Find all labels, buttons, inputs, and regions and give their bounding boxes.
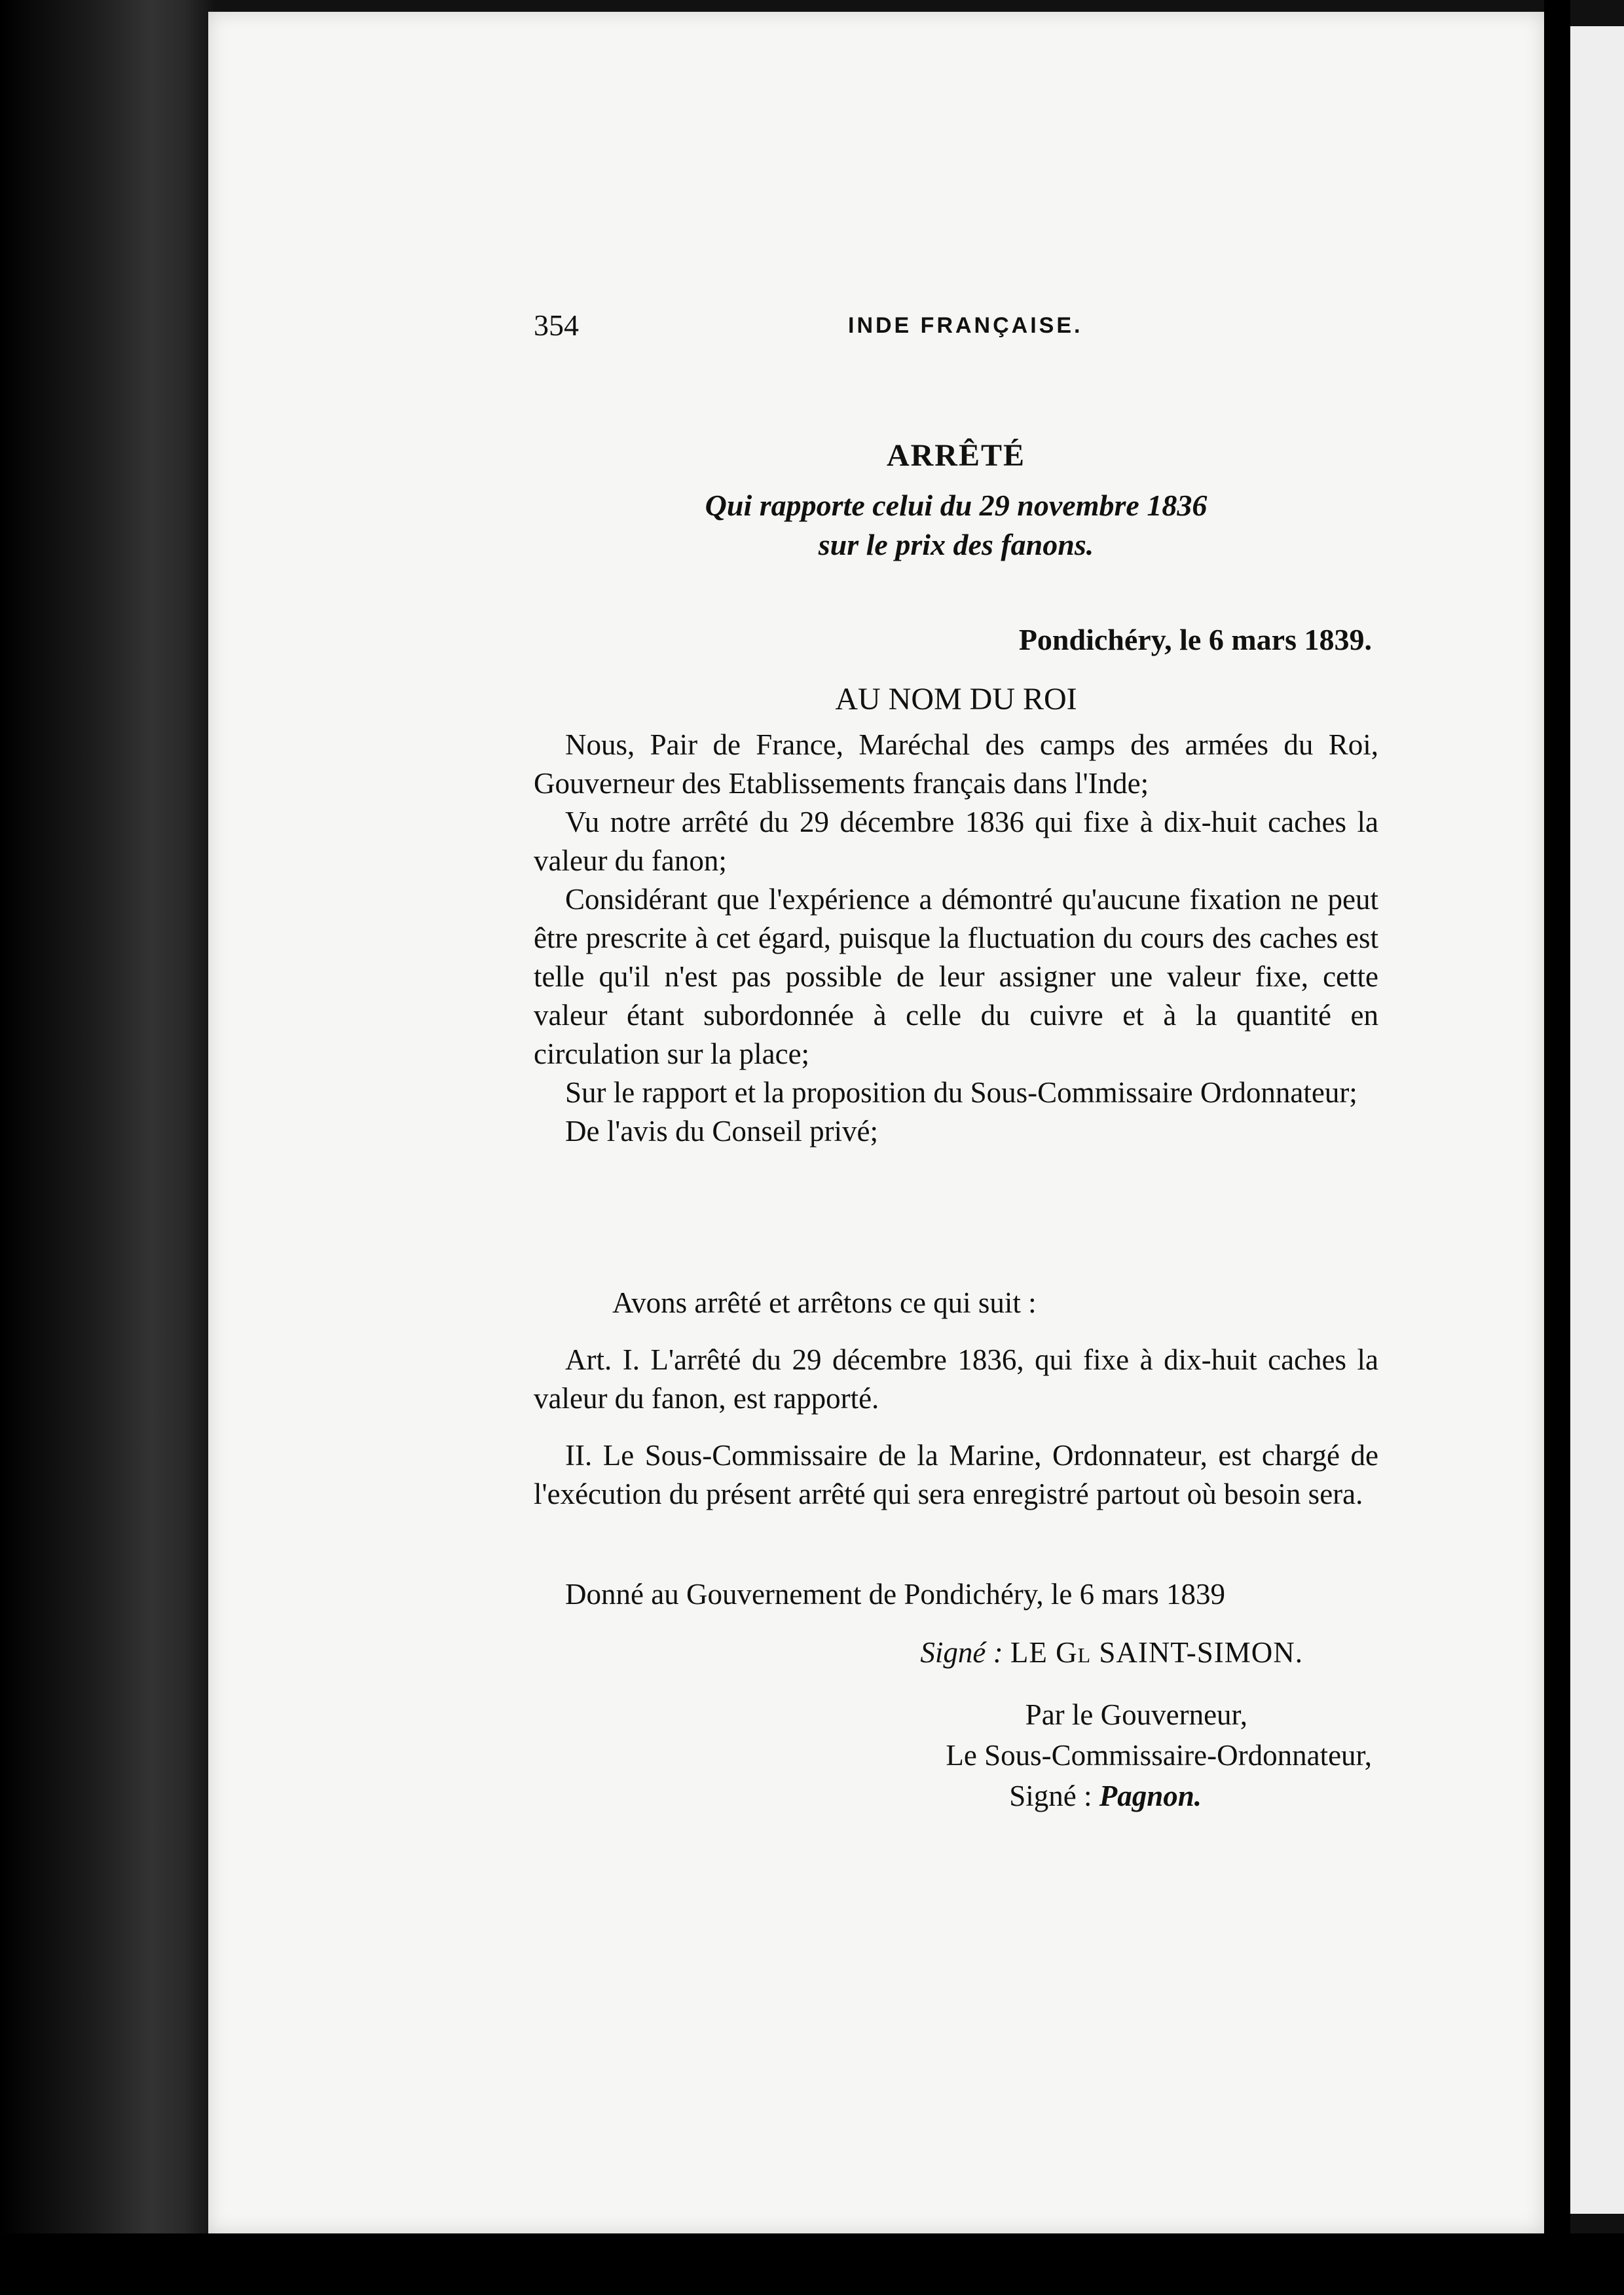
dateline: Pondichéry, le 6 mars 1839. xyxy=(1018,623,1372,656)
decree-section xyxy=(534,1284,1378,1532)
preamble xyxy=(534,726,1378,1151)
signature-label: Signé : xyxy=(920,1636,1003,1669)
document-title: ARRÊTÉ xyxy=(886,438,1026,473)
countersign-line-1: Par le Gouverneur, xyxy=(1025,1698,1247,1731)
page-number: 354 xyxy=(534,308,579,342)
page-header xyxy=(534,308,1378,347)
preamble-paragraph: Vu notre arrêté du 29 décembre 1836 qui fixe à dix-huit caches la valeur du fanon; xyxy=(534,806,1378,877)
article-1: Art. I. L'arrêté du 29 décembre 1836, qui fixe à dix-huit caches la valeur du fanon, est rapporté. xyxy=(534,1343,1378,1415)
countersign-label: Signé : xyxy=(1009,1780,1092,1812)
running-head: INDE FRANÇAISE. xyxy=(848,313,1083,338)
preamble-paragraph: Considérant que l'expérience a démontré qu'aucune fixation ne peut être prescrite à cet égard, puisque la fluctuation du cours des caches est telle qu'il n'est pas possible de leur assigner une valeur fixe, cette valeur étant subordonnée à celle du cuivre et à la quantité en circulation sur la place; xyxy=(534,883,1378,1070)
preamble-paragraph: Nous, Pair de France, Maréchal des camps des armées du Roi, Gouverneur des Etablissements français dans l'Inde; xyxy=(534,728,1378,800)
countersign-line-2: Le Sous-Commissaire-Ordonnateur, xyxy=(946,1739,1372,1772)
subtitle-line-1: Qui rapporte celui du 29 novembre 1836 xyxy=(705,489,1208,522)
governor-name: LE Gl SAINT-SIMON. xyxy=(1010,1636,1303,1669)
scan-bottom-border xyxy=(0,2233,1624,2295)
article-2: II. Le Sous-Commissaire de la Marine, Ordonnateur, est chargé de l'exécution du présent arrêté qui sera enregistré partout où besoin sera. xyxy=(534,1439,1378,1510)
enacting-clause: Avons arrêté et arrêtons ce qui suit : xyxy=(612,1286,1037,1319)
invocation: AU NOM DU ROI xyxy=(835,682,1077,717)
facing-page-edge xyxy=(1570,26,1624,2214)
scan-gutter xyxy=(1544,0,1570,2295)
countersign-signature xyxy=(534,1776,1378,1816)
preamble-paragraph: De l'avis du Conseil privé; xyxy=(565,1115,879,1148)
given-at: Donné au Gouvernement de Pondichéry, le 6 mars 1839 xyxy=(565,1578,1226,1611)
preamble-paragraph: Sur le rapport et la proposition du Sous-Commissaire Ordonnateur; xyxy=(565,1076,1357,1109)
document-subtitle xyxy=(534,486,1378,565)
closing-section xyxy=(534,1575,1378,1816)
scan-left-border xyxy=(0,0,216,2295)
countersign-name: Pagnon. xyxy=(1099,1780,1202,1812)
governor-signature xyxy=(534,1633,1378,1672)
subtitle-line-2: sur le prix des fanons. xyxy=(818,528,1094,561)
